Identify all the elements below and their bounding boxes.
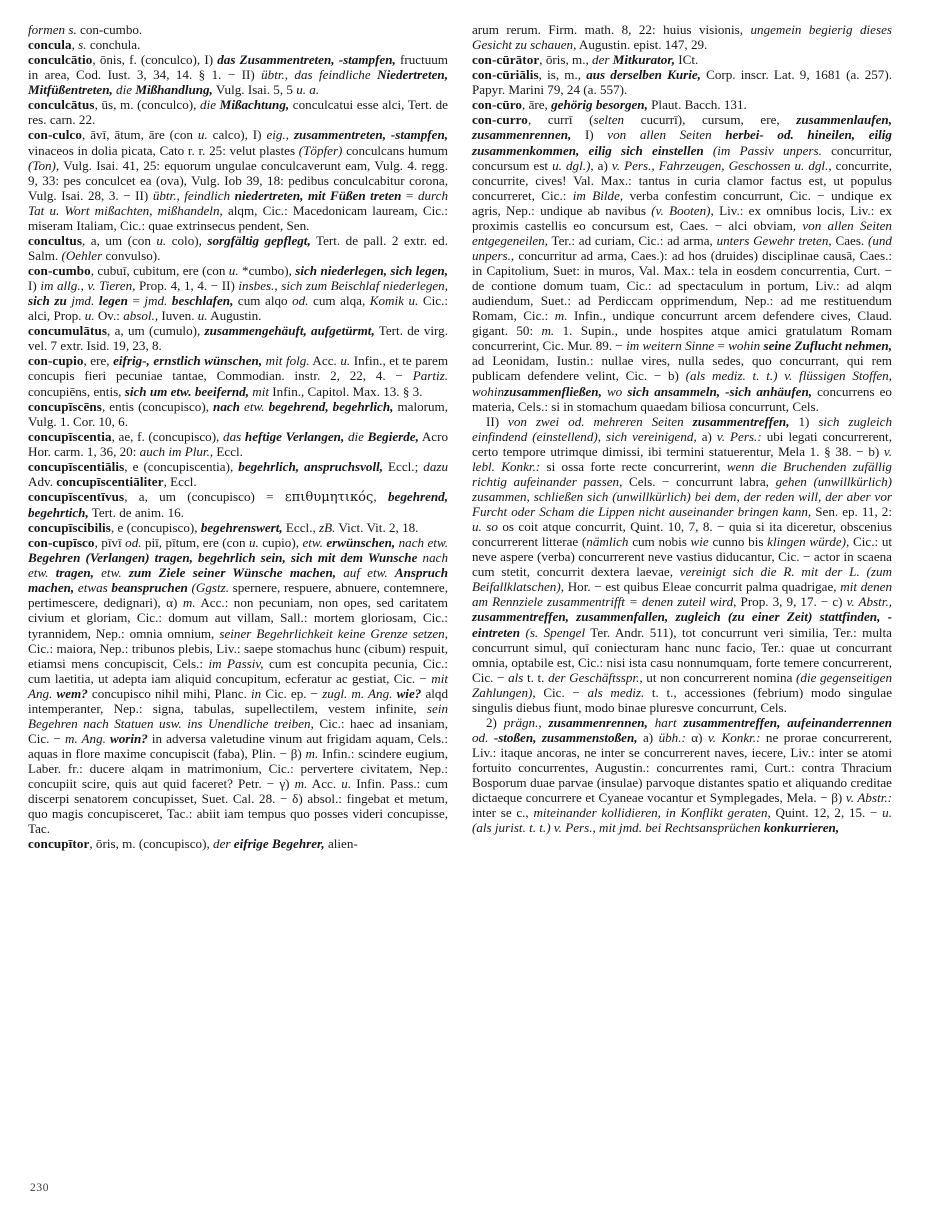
dictionary-entry: con-cumbo, cubuī, cubitum, ere (con u. *cumbo), sich niederlegen, sich legen, I) im allg., v. Tieren, Prop. 4, 1, 4. − II) insbes., sich zum Beischlaf niederlegen, sich zu jmd. legen = jmd. beschlafen, cum alqo od. cum alqa, Komik u. Cic.: alci, Prop. u. Ov.: absol., Iuven. u. Augustin. <box>28 263 448 324</box>
dictionary-entry: concupīscibilis, e (concupisco), begehrenswert, Eccl., zB. Vict. Vit. 2, 18. <box>28 520 419 536</box>
dictionary-entry: con-cūriālis, is, m., aus derselben Kurie, Corp. inscr. Lat. 9, 1681 (a. 257). Papyr. Marini 79, 24 (a. 557). <box>472 67 892 98</box>
text-column-right <box>472 22 892 1152</box>
dictionary-entry: concupīscentīvus, a, um (concupisco) = επιθυμητικός, begehrend, begehrtich, Tert. de anim. 16. <box>28 488 448 520</box>
two-column-text-body <box>28 22 909 1152</box>
dictionary-entry: con-cupīsco, pīvī od. piī, pītum, ere (con u. cupio), etw. erwünschen, nach etw. Begehren (Verlangen) tragen, begehrlich sein, sich mit dem Wunsche nach etw. tragen, etw. zum Ziele seiner Wünsche machen, auf etw. Anspruch machen, etwas beanspruchen (Ggstz. spernere, respuere, abnuere, contemnere, pertimescere, dedignari), α) m. Acc.: non pecuniam, non opes, sed caritatem civium et gloriam, Cic.: domum aut villam, Sall.: mortem gloriosam, Cic.: tyrannidem, Nep.: omnia omnium, seiner Begehrlichkeit keine Grenze setzen, Cic.: maiora, Nep.: tribunos plebis, Liv.: saepe stomachus hunc (cibum) respuit, etiamsi mens concupiscit, Cels.: im Passiv, cum est concupita pecunia, Cic.: cum laetitia, ut adepta iam aliquid concupitum, ecferatur ac gestiat, Cic. − mit Ang. wem? concupisco nihil mihi, Planc. in Cic. ep. − zugl. m. Ang. wie? alqd intemperanter, Nep.: signa, tabulas, supellectilem, vestem infinite, sein Begehren nach Statuen usw. ins Unendliche treiben, Cic.: haec ad insaniam, Cic. − m. Ang. worin? in adversa valetudine vinum aut frigidam aquam, Cels.: aquas in flore maxime concupiscit (faba), Plin. − β) m. Infin.: scindere eugium, Laber. fr.: ducere alqam in matrimonium, Cic.: pervertere civitatem, Nep.: concupiit scire, quis aut quid faceret? Petr. − γ) m. Acc. u. Infin. Pass.: cum discerpi senatorem concupisset, Suet. Cal. 28. − δ) absol.: fingebat et metum, quo magis concupisceret, Tac.: abiit iam tempus quo posses videri concupisse, Tac. <box>28 535 449 837</box>
page-number: 230 <box>30 1182 50 1194</box>
dictionary-entry: con-curro, currī (selten cucurrī), cursum, ere, zusammenlaufen, zusammenrennen, I) von allen Seiten herbei- od. hineilen, eilig zusammenkommen, eilig sich einstellen (im Passiv unpers. concurritur, concursum est u. dgl.), a) v. Pers., Fahrzeugen, Geschossen u. dgl., concurrite, concurrite, cives! Val. Max.: tantus in curia clamor factus est, ut populus concurreret, Cic.: im Bilde, verba confestim concurrunt, Cic. − undique ex agris, Nep.: undique ab navibus (v. Booten), Liv.: ex omnibus locis, Liv.: ex proximis castellis eo concursum est, Caes. − alci obviam, von allen Seiten entgegeneilen, Ter.: ad curiam, Cic.: ad arma, unters Gewehr treten, Caes. (und unpers., concurritur ad arma, Caes.): ad hos (druides) disciplinae causā, Caes.: in Capitolium, Suet: in muros, Val. Max.: tela in eosdem concurrentia, Curt. − de contione domum tuam, Cic.: ad spectaculum in portum, Liv.: ad alqm audiendum, Suet.: ad Perdiccam opprimendum, Nep.: ad me restituendum Romam, Cic.: m. Infin., undique concurrunt arcem defendere cives, Claud. gigant. 50: m. 1. Supin., unde hospites atque amici gratulatum Romam concurrerint, Cic. Mur. 89. − im weitern Sinne = wohin seine Zuflucht nehmen, ad Leonidam, Iustin.: nullae vires, nulla sedes, quo concurrant, qui rem publicam defendere velint, Cic. − b) (als mediz. t. t.) v. flüssigen Stoffen, wohinzusammenfließen, wo sich ansammeln, -sich anhäufen, concurrens eo materia, Cels.: si in stomachum quaedam biliosa concurrunt, Cels. <box>472 112 893 414</box>
dictionary-entry: conculcātus, ūs, m. (conculco), die Mißachtung, conculcatui esse alci, Tert. de res. carn. 22. <box>28 97 448 128</box>
dictionary-entry: concupīscentiālis, e (concupiscentia), begehrlich, anspruchsvoll, Eccl.; dazu Adv. concupīscentiāliter, Eccl. <box>28 458 449 489</box>
dictionary-entry: con-cupio, ere, eifrig-, ernstlich wünschen, mit folg. Acc. u. Infin., et te parem concupis fieri pecuniae tantae, Commodian. instr. 2, 22, 4. − Partiz. concupiēns, entis, sich um etw. beeifernd, mit Infin., Capitol. Max. 13. § 3. <box>28 353 448 399</box>
dictionary-entry: con-cūro, āre, gehörig besorgen, Plaut. Bacch. 131. <box>472 97 747 113</box>
dictionary-entry: concupīscentia, ae, f. (concupisco), das heftige Verlangen, die Begierde, Acro Hor. carm. 1, 36, 20: auch im Plur., Eccl. <box>28 428 449 459</box>
dictionary-entry: con-cūrātor, ōris, m., der Mitkurator, ICt. <box>472 52 699 68</box>
dictionary-entry: concupītor, ōris, m. (concupisco), der eifrige Begehrer, alien- <box>28 836 358 852</box>
dictionary-entry: II) von zwei od. mehreren Seiten zusammentreffen, 1) sich zugleich einfindend (einstellend), sich vereinigend, a) v. Pers.: ubi legati concurrerent, certo tempore utrimque dimissi, ibi termini statuerentur, Mela 1. § 38. − b) v. lebl. Konkr.: si ossa forte recte concurrerint, wenn die Bruchenden zufällig richtig aufeinander passen, Cels. − concurrunt labra, gehen (unwillkürlich) zusammen, schließen sich (unwillkürlich) bei dem, der reden will, der aber vor Furcht oder Scham die Lippen nicht auseinander bringen kann, Sen. ep. 11, 2: u. so os coit atque concurrit, Quint. 10, 7, 8. − quia si ita diceretur, obscenius concurrerent litterae (nämlich cum nobis wie cunno bis klingen würde), Cic.: ut neve aspere (verba) concurrerent neve vastius diducantur, Cic. − actor in scaena cum stetit, concurrit dextera laevae, vereinigt sich die R. mit der L. (zum Beifallklatschen), Hor. − est quibus Eleae concurrit palma quadrigae, mit denen am Rennziele zusammentrifft = denen zuteil wird, Prop. 3, 9, 17. − c) v. Abstr., zusammentreffen, zusammenfallen, zugleich (zu einer Zeit) stattfinden, -eintreten (s. Spengel Ter. Andr. 511), tot concurrunt veri similia, Ter.: multa concurrunt simul, quī coniecturam hanc nunc facio, Ter.: quae ut concurrant omnia, optabile est, Cic.: nisi ista casu nonnumquam, forte temere concurrerent, Cic. − als t. t. der Geschäftsspr., ut non concurrerent nomina (die gegenseitigen Zahlungen), Cic. − als mediz. t. t., accessiones (febrium) modo singulae singulis diebus fiunt, modo binae pluresve concurrunt, Cels. <box>472 413 893 715</box>
dictionary-entry: 2) prägn., zusammenrennen, hart zusammentreffen, aufeinanderrennen od. -stoßen, zusammenstoßen, a) übh.: α) v. Konkr.: ne prorae concurrerent, Liv.: itaque ancoras, ne inter se concurrerent naves, iecere, Liv.: inter se atomi fortuito concurrentes, Augustin.: concurrentes rami, Curt.: contra Thracium Bosporum duae parvae (insulae) parvoque distantes spatio et aliquando creditae dictaeque concurrere et Cyaneae vocantur et Symplegades, Mela. − β) v. Abstr.: inter se c., miteinander kollidieren, in Konflikt geraten, Quint. 12, 2, 15. − u. (als jurist. t. t.) v. Pers., mit jmd. bei Rechtsansprüchen konkurrieren, <box>472 714 892 836</box>
dictionary-entry: formen s. con-cumbo. <box>28 22 143 37</box>
dictionary-entry: concumulātus, a, um (cumulo), zusammengehäuft, aufgetürmt, Tert. de virg. vel. 7 extr. Isid. 19, 23, 8. <box>28 323 448 354</box>
dictionary-entry: concupīscēns, entis (concupisco), nach etw. begehrend, begehrlich, malorum, Vulg. 1. Cor. 10, 6. <box>28 398 448 429</box>
dictionary-entry: concula, s. conchula. <box>28 37 141 53</box>
dictionary-entry: conculcātio, ōnis, f. (conculco), I) das Zusammentreten, -stampfen, fructuum in area, Cod. Iust. 3, 34, 14. § 1. − II) übtr., das feindliche Niedertreten, Mitfüßentreten, die Mißhandlung, Vulg. Isai. 5, 5 u. a. <box>28 52 448 98</box>
dictionary-entry: concultus, a, um (con u. colo), sorgfältig gepflegt, Tert. de pall. 2 extr. ed. Salm. (Oehler convulso). <box>28 232 448 263</box>
text-column-left <box>28 22 448 1152</box>
dictionary-entry: arum rerum. Firm. math. 8, 22: huius visionis, ungemein begierig dieses Gesicht zu schauen, Augustin. epist. 147, 29. <box>472 22 892 53</box>
dictionary-entry: con-culco, āvī, ātum, āre (con u. calco), I) eig., zusammentreten, -stampfen, vinaceos in dolia picata, Cato r. r. 25: velut plastes (Töpfer) conculcans humum (Ton), Vulg. Isai. 41, 25: equorum ungulae conculcaverunt eam, Vulg. 4. regg. 9, 33: pes conculcet ea (ova), Vulg. Iob 39, 18: pedibus conculcabitur corona, Vulg. Isai. 28, 3. − II) übtr., feindlich niedertreten, mit Füßen treten = durch Tat u. Wort mißachten, mißhandeln, alqm, Cic.: Macedonicam lauream, Cic.: miseram Italiam, Cic.: quae extrinsecus pendent, Sen. <box>28 127 448 233</box>
